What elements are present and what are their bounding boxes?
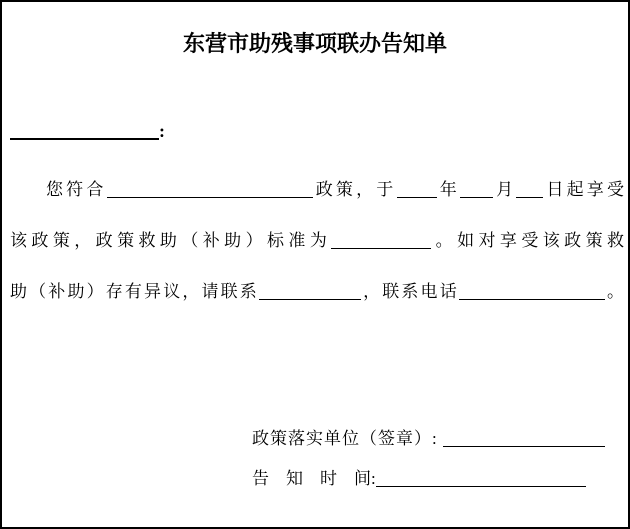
body-line-3 <box>10 280 624 304</box>
body-line1-text1: 您符合 <box>46 180 107 199</box>
body-line1-month-label: 月 <box>492 180 517 199</box>
signing-unit-label: 政策落实单位（签章）: <box>252 429 438 448</box>
body-line2-text2: 。如对享受该政策救 <box>431 231 624 250</box>
policy-name-blank <box>107 184 313 198</box>
signing-unit-line <box>252 427 605 451</box>
notify-time-blank <box>376 473 586 487</box>
salutation-colon: : <box>159 121 165 141</box>
subsidy-standard-blank <box>331 235 431 249</box>
contact-person-blank <box>259 286 361 300</box>
body-line1-text2: 政策，于 <box>312 180 397 199</box>
body-line-2 <box>10 229 624 253</box>
body-line3-text1: 助（补助）存有异议，请联系 <box>10 282 259 301</box>
signing-unit-blank <box>443 433 605 447</box>
body-line3-text3: 。 <box>604 282 625 301</box>
salutation-line <box>10 121 165 147</box>
notify-time-label: 告 知 时 间: <box>252 469 376 488</box>
year-blank <box>397 184 437 198</box>
body-line1-text3: 日起享受 <box>543 180 624 199</box>
body-line3-text2: ，联系电话 <box>360 282 459 301</box>
page-title: 东营市助残事项联办告知单 <box>182 31 447 56</box>
contact-phone-blank <box>459 286 605 300</box>
month-blank <box>460 184 493 198</box>
body-line1-year-label: 年 <box>436 180 460 199</box>
notify-time-line <box>252 467 586 491</box>
addressee-blank <box>10 124 159 140</box>
day-blank <box>516 184 543 198</box>
body-line2-text1: 该政策，政策救助（补助）标准为 <box>10 231 332 250</box>
body-line-1 <box>10 178 624 202</box>
